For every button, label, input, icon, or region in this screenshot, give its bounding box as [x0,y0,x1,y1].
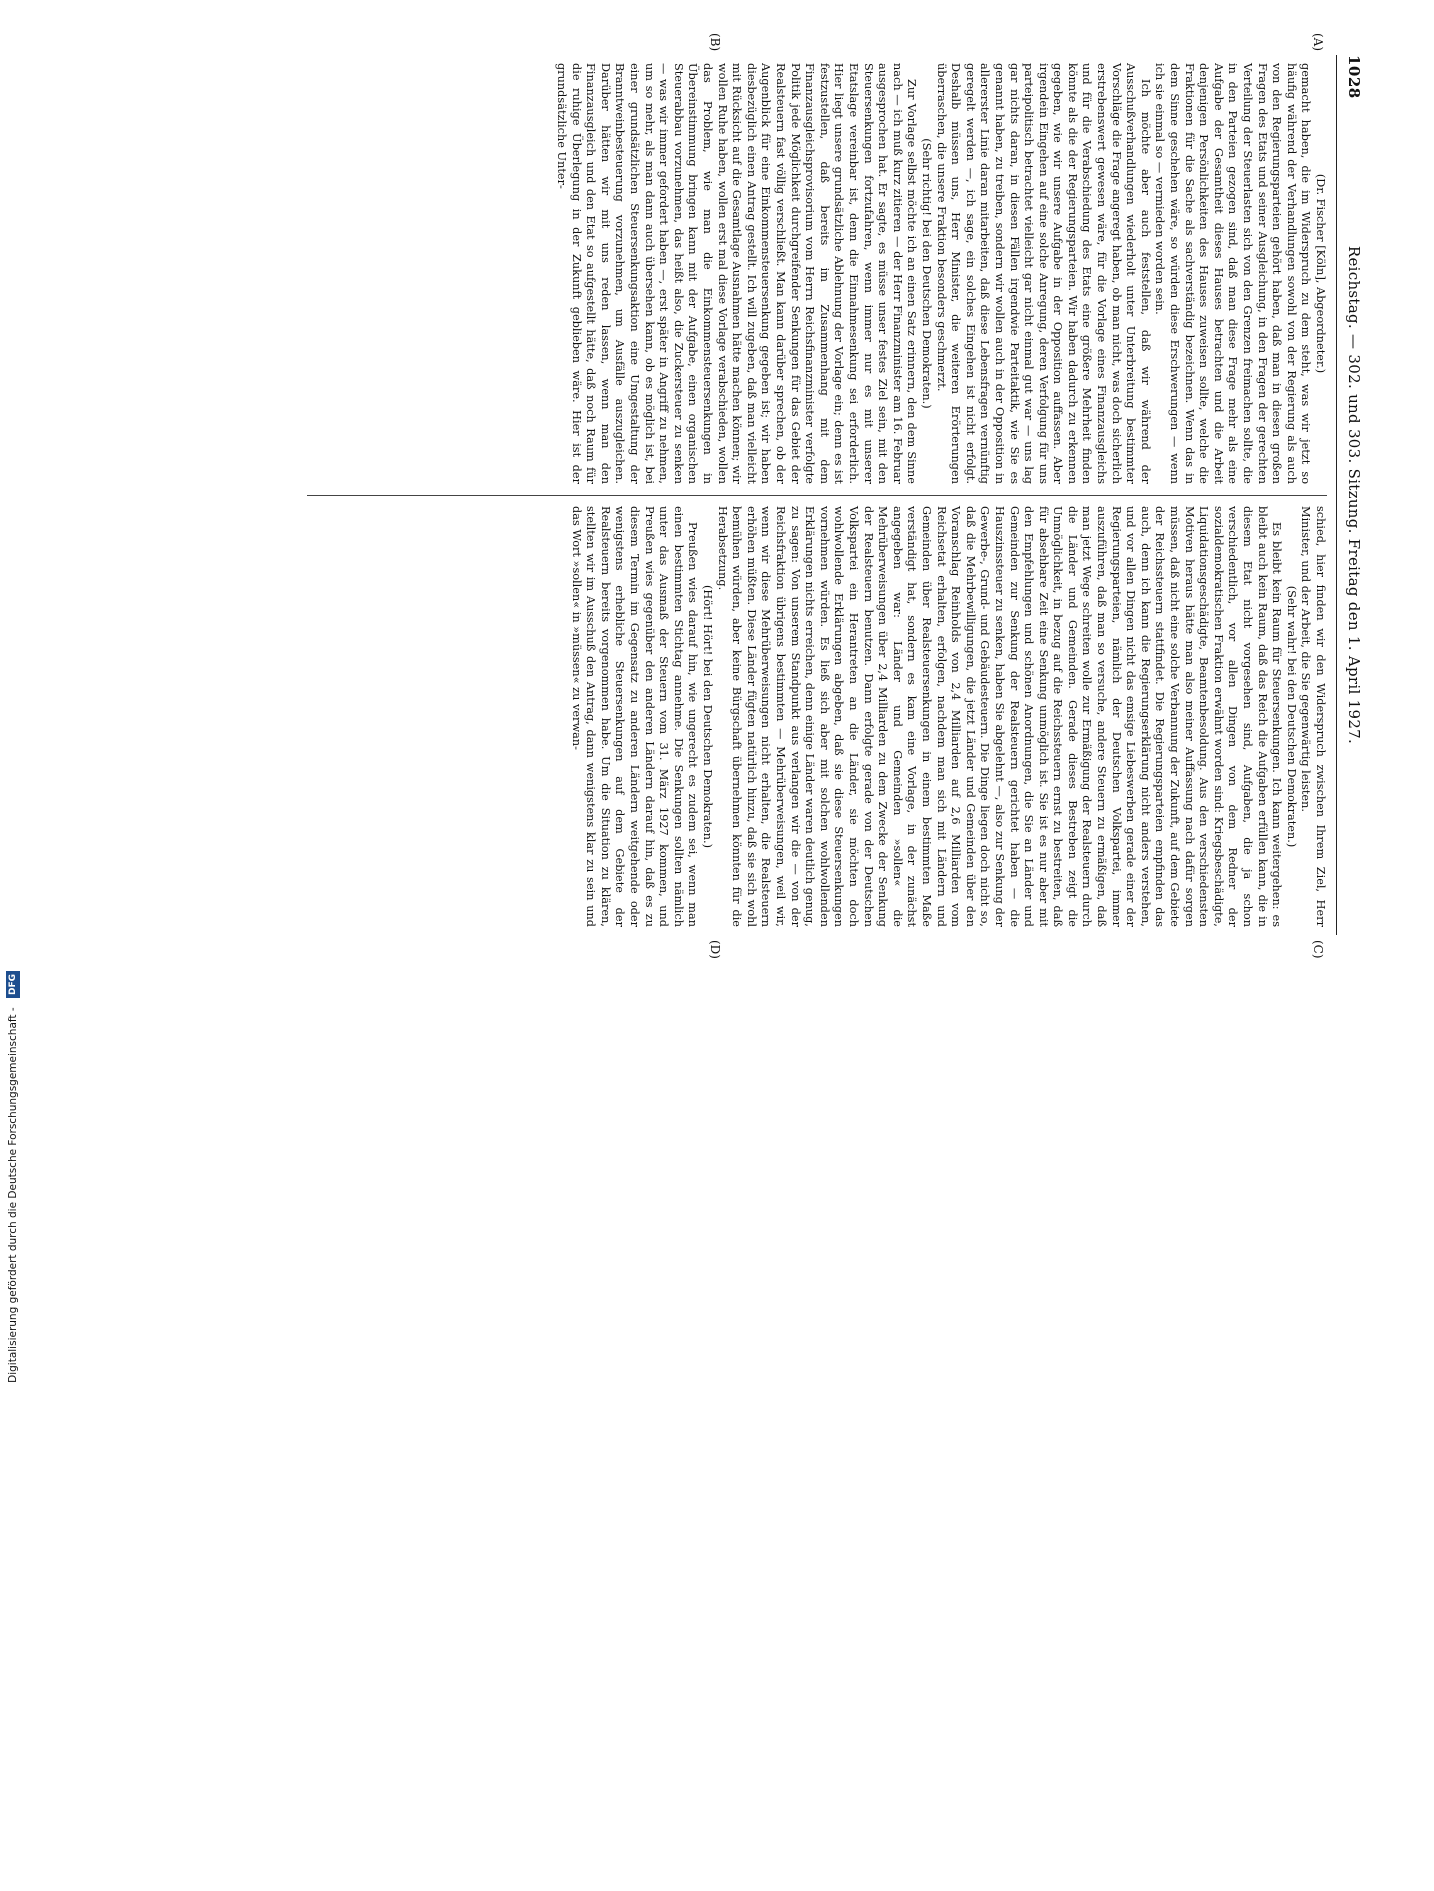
paragraph: schied, hier finden wir den Widerspruch zwischen Ihrem Ziel, Herr Minister, und der Arbeit, die Sie gegenwärtig leisten. [1299,506,1327,927]
interjection: (Sehr wahr! bei den Deutschen Demokraten.) [1284,585,1298,848]
document-page [127,33,1367,959]
right-column [568,506,1327,927]
paragraph: gemacht haben, die im Widerspruch zu dem steht, was wir jetzt so häufig während der Verhandlungen sowohl von der Regierung als auch von den Regierungsparteien gehört haben, daß man in diesen großen Fragen des Etats und seiner Ausgleichung, in den Fragen der gerechten Verteilung der Steuerlasten sich von den Grenzen freimachen sollte, die in den Parteien gezogen sind, daß man diese Frage mehr als eine Aufgabe der Gesamtheit dieses Hauses betrachten und die Arbeit denjenigen Persönlichkeiten des Hauses zuweisen sollte, welche die Fraktionen für die Sache als sachverständig bezeichnen. Wenn das in dem Sinne geschehen wäre, so würden diese Erschwerungen — wenn ich sie einmal so — vermieden worden sein. [1153,63,1313,484]
margin-marker-a: (A) [1311,33,1325,52]
interjection: (Sehr richtig! bei den Deutschen Demokraten.) [919,138,933,409]
page-header [1341,55,1367,935]
column-divider [307,495,1327,496]
margin-marker-d: (D) [708,940,722,959]
left-column [554,63,1327,484]
page-number: 1028 [1345,55,1363,99]
paragraph: Zur Vorlage selbst möchte ich an einen Satz erinnern, den dem Sinne nach — ich muß kurz zitieren — der Herr Finanzminister am 16. Februar ausgesprochen hat. Er sagte, es müsse unser festes Ziel sein, mit den Steuersenkungen fortzufahren, wenn immer nur es mit unserer Etatslage vereinbar ist, denn die Einnahmesenkung sei erforderlich. Hier liegt unsere grundsätzliche Ablehnung der Vorlage ein; denn es ist festzustellen, daß bereits im Zusammenhang mit dem Finanzausgleichsprovisorium vom Herrn Reichsfinanzminister verfolgte Politik jede Möglichkeit durchgreifender Senkungen für das Gebiet der Realsteuern fast völlig verschließt. Man kann darüber sprechen, ob der Augenblick für eine Einkommensteuersenkung gegeben ist; wir haben diesbezüglich einen Antrag gestellt. Ich will zugeben, daß man vielleicht mit Rücksicht auf die Gesamtlage Ausnahmen hätte machen können; wir wollen Ruhe haben, wollen erst mal diese Vorlage verabschieden, wollen das Problem, wie man die Einkommensteuersenkungen in Übereinstimmung bringen kann mit der Aufgabe, einen organischen Steuerabbau vorzunehmen, das heißt also, die Zuckersteuer zu senken — was wir immer gefordert haben —, erst später in Angriff zu nehmen, um so mehr, als man dann auch übersehen kann, ob es möglich ist, bei einer grundsätzlichen Steuersenkungsaktion eine Umgestaltung der Branntweinbesteuerung vorzunehmen, um Ausfälle auszugleichen. Darüber hätten wir mit uns reden lassen, wenn man den Finanzausgleich und den Etat so aufgestellt hätte, daß noch Raum für die ruhige Überlegung in der Zukunft geblieben wäre. Hier ist der grundsätzliche Unter- [555,63,919,484]
margin-marker-b: (B) [708,33,722,52]
running-title: Reichstag. — 302. und 303. Sitzung. Freitag den 1. April 1927. [1345,245,1363,745]
margin-marker-c: (C) [1311,940,1325,959]
paragraph: Es bleibt kein Raum für Steuersenkungen. Ich kann weitergehen: es bleibt auch kein Raum, daß das Reich die Aufgaben erfüllen kann, die in diesem Etat nicht vorgesehen sind, Aufgaben, die ja schon verschiedentlich, vor allen Dingen von dem Redner der sozialdemokratischen Fraktion erwähnt worden sind: Kriegsbeschädigte, Liquidationsgeschädigte, Beamtenbesoldung. Aus den verschiedensten Motiven heraus hätte man also meiner Auffassung nach dafür sorgen müssen, daß nicht eine solche Verbannung der Zukunft, auf dem Gebiete der Reichssteuern stattfindet. Die Regierungsparteien empfinden das auch, denn ich kann die Regierungserklärung nicht anders verstehen, und vor allen Dingen nicht das emsige Liebeswerben gerade einer der Regierungsparteien, nämlich der Deutschen Volkspartei, immer auszuführen, daß man so versuche, andere Steuern zu ermäßigen, daß man jetzt Wege schreiten wolle zur Ermäßigung der Realsteuern durch die Länder und Gemeinden. Gerade dieses Bestreben zeigt die Unmöglichkeit, in bezug auf die Reichssteuern ernst zu bestreiten, daß für absehbare Zeit eine Senkung unmöglich ist. Sie ist es nur aber mit den Empfehlungen und schönen Anordnungen, die Sie an Länder und Gemeinden zur Senkung der Realsteuern gerichtet haben — die Hauszinssteuer zu senken, haben Sie abgelehnt —, also zur Senkung der Gewerbe-, Grund- und Gebäudesteuern. Die Dinge liegen doch nicht so, daß die Mehrbewilligungen, die jetzt Länder und Gemeinden über den Voranschlag Reinholds von 2,4 Milliarden auf 2,6 Milliarden vom Reichsetat erhalten, erfolgen, nachdem man sich mit Ländern und Gemeinden über Realsteuersenkungen in einem bestimmten Maße verständigt hat, sondern es kam eine Vorlage, in der zunächst angegeben war: Länder und Gemeinden »sollen« die Mehrüberweisungen über 2,4 Milliarden zu dem Zwecke der Senkung der Realsteuern benutzen. Dann erfolgte gerade von der Deutschen Volkspartei ein Herantreten an die Länder, sie möchten doch wohlwollende Erklärungen abgeben, daß sie diese Steuersenkungen vornehmen würden. Es ließ sich aber mit solchen wohlwollenden Erklärungen nichts erreichen, denn einige Länder waren deutlich genug, zu sagen: Von unserem Standpunkt aus verlangen wir die — von der Reichsfraktion übrigens bestimmten — Mehrüberweisungen, weil wir, wenn wir diese Mehrüberweisungen nicht erhalten, die Realsteuern erhöhen müßten. Diese Länder fügten natürlich hinzu, daß sie sich wohl bemühen würden, aber keine Bürgschaft übernehmen könnten für die Herabsetzung. [715,506,1284,927]
paragraph: Preußen wies darauf hin, wie ungerecht es zudem sei, wenn man einen bestimmten Stichtag annehme. Die Senkungen sollten nämlich unter das Ausmaß der Steuern vom 31. März 1927 kommen, und Preußen wies gegenüber den anderen Ländern darauf hin, daß es zu diesem Termin im Gegensatz zu anderen Ländern weitgehende oder wenigstens erhebliche Steuersenkungen auf dem Gebiete der Realsteuern bereits vorgenommen habe. Um die Situation zu klären, stellten wir im Ausschuß den Antrag, dann wenigstens klar zu sein und das Wort »sollen« in »müssen« zu verwan- [569,506,700,927]
credit-text: Digitalisierung gefördert durch die Deutsche Forschungsgemeinschaft - [7,1007,19,1383]
speaker-line: (Dr. Fischer [Köln], Abgeordneter.) [1314,173,1327,374]
digitization-credit [5,971,21,1891]
interjection: (Hört! Hört! bei den Deutschen Demokraten.) [701,584,715,848]
header-rule [1336,55,1337,935]
dfg-logo-icon: DFG [6,971,20,998]
paragraph: Ich möchte aber auch feststellen, daß wir während der Ausschußverhandlungen wiederholt unter Unterbreitung bestimmter Vorschläge die Frage angeregt haben, ob man nicht, was doch sicherlich erstrebenswert gewesen wäre, für die Vorlage eines Finanzausgleichs und für die Verabschiedung des Etats eine größere Mehrheit finden könnte als die der Regierungsparteien. Wir haben dadurch zu erkennen gegeben, wie wir unsere Aufgabe in der Opposition auffassen. Aber irgendein Eingehen auf eine solche Anregung, deren Verfolgung für uns parteipolitisch betrachtet vielleicht gar nicht einmal gut war — uns lag gar nichts daran, in diesen Fällen irgendwie Parteitaktik, wie Sie es genannt haben, zu treiben, sondern wir wollen auch in der Opposition in allererster Linie daran mitarbeiten, daß diese Lebensfragen vernünftig geregelt werden —, ich sage, ein solches Eingehen ist nicht erfolgt. Deshalb müssen uns, Herr Minister, die weiteren Erörterungen überraschen, die unsere Fraktion besonders geschmerzt. [934,63,1152,484]
